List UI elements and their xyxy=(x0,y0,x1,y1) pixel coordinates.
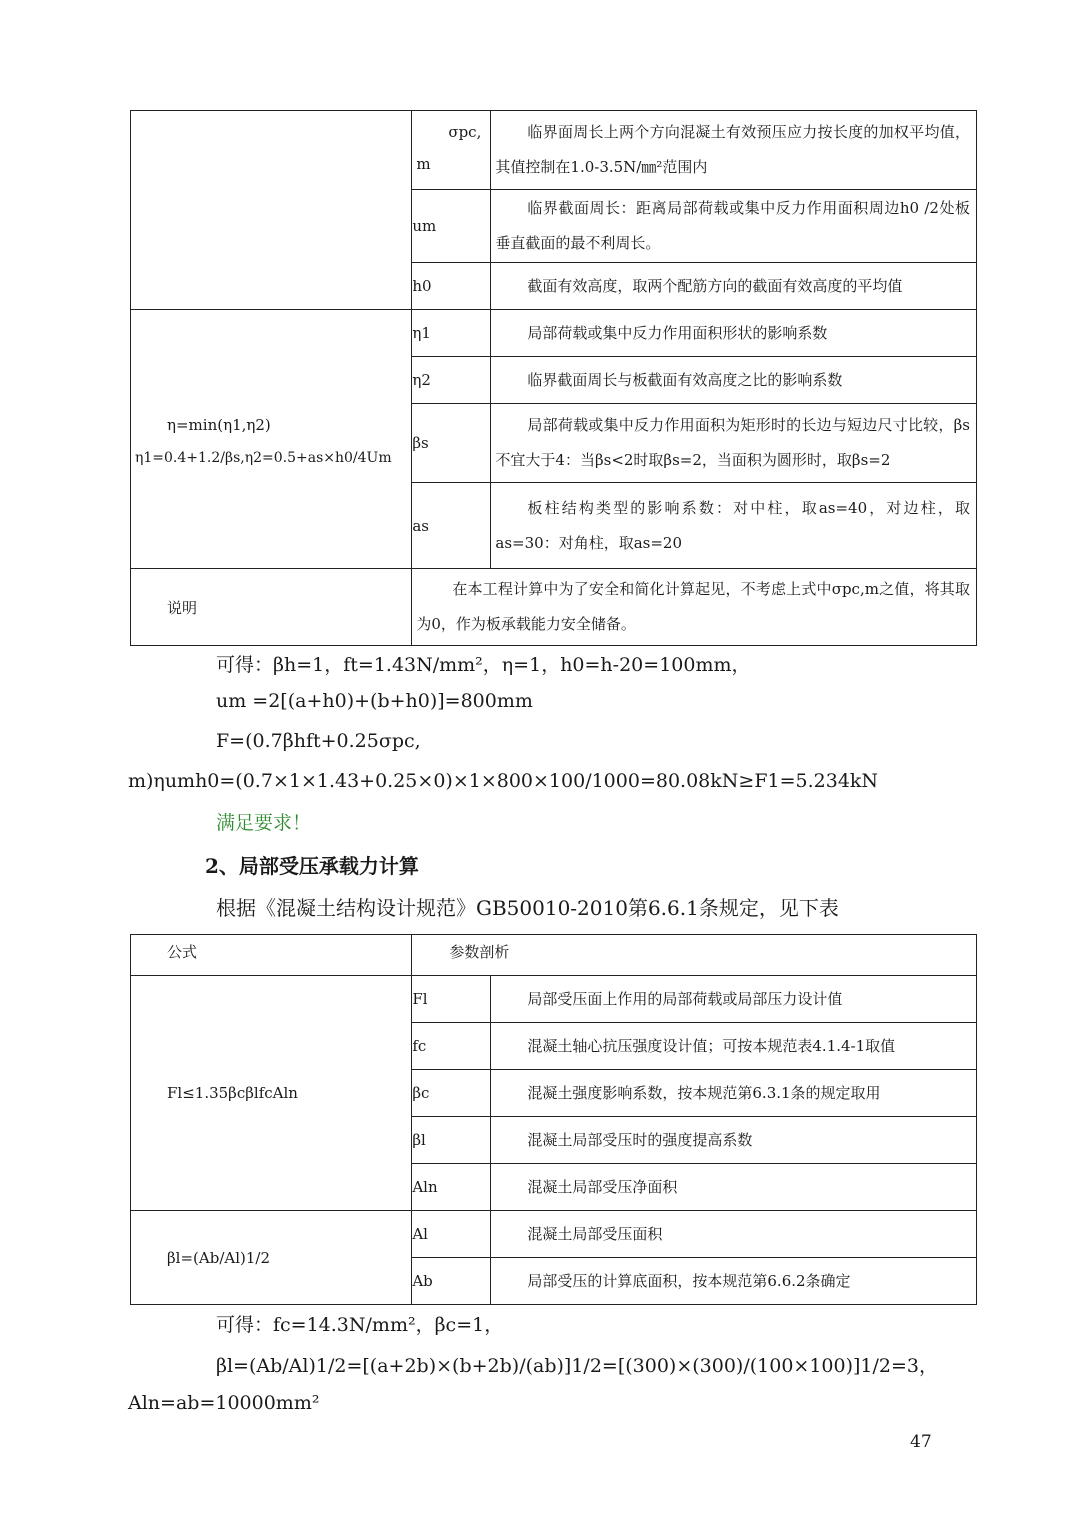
header-params: 参数剖析 xyxy=(412,935,977,976)
formula-fl-cell xyxy=(131,976,412,1211)
note-label: 说明 xyxy=(131,569,412,646)
symbol-sigma-pc-main: σpc, xyxy=(448,123,482,141)
table1-formula-cell-empty xyxy=(131,111,412,310)
section-intro: 根据《混凝土结构设计规范》GB50010-2010第6.6.1条规定，见下表 xyxy=(216,896,839,920)
desc-eta1: 局部荷载或集中反力作用面积形状的影响系数 xyxy=(491,310,977,357)
symbol-beta-s: βs xyxy=(412,404,491,483)
desc-beta-c: 混凝土强度影响系数，按本规范第6.3.1条的规定取用 xyxy=(491,1070,977,1117)
calc1-line-2: um =2[(a+h0)+(b+h0)]=800mm xyxy=(216,690,533,712)
desc-h0: 截面有效高度，取两个配筋方向的截面有效高度的平均值 xyxy=(491,263,977,310)
symbol-sigma-pc xyxy=(412,111,491,190)
symbol-beta-c: βc xyxy=(412,1070,491,1117)
calc2-line-3: Aln=ab=10000mm² xyxy=(128,1392,320,1414)
symbol-um: um xyxy=(412,190,491,263)
desc-aln: 混凝土局部受压净面积 xyxy=(491,1164,977,1211)
symbol-as: as xyxy=(412,483,491,569)
symbol-al: Al xyxy=(412,1211,491,1258)
symbol-ab: Ab xyxy=(412,1258,491,1305)
requirement-ok-text: 满足要求！ xyxy=(216,812,312,834)
symbol-eta2: η2 xyxy=(412,357,491,404)
calc2-line-1: 可得：fc=14.3N/mm²，βc=1， xyxy=(216,1314,504,1336)
desc-fc: 混凝土轴心抗压强度设计值；可按本规范表4.1.4-1取值 xyxy=(491,1023,977,1070)
desc-as: 板柱结构类型的影响系数：对中柱，取as=40，对边柱，取as=30：对角柱，取as=20 xyxy=(491,483,977,569)
calc1-line-4: m)ηumh0=(0.7×1×1.43+0.25×0)×1×800×100/1000=80.08kN≥F1=5.234kN xyxy=(128,770,879,792)
desc-fl: 局部受压面上作用的局部荷载或局部压力设计值 xyxy=(491,976,977,1023)
formula-fl: Fl≤1.35βcβlfcAln xyxy=(167,1084,298,1102)
calc1-line-3: F=(0.7βhft+0.25σpc, xyxy=(216,730,421,752)
symbol-sigma-pc-m: m xyxy=(416,155,431,173)
symbol-beta-l: βl xyxy=(412,1117,491,1164)
symbol-fl: Fl xyxy=(412,976,491,1023)
formula-beta-l-cell xyxy=(131,1211,412,1305)
eta-formula-line-2: η1=0.4+1.2/βs,η2=0.5+as×h0/4Um xyxy=(135,450,392,466)
parameter-table-1 xyxy=(130,110,977,646)
header-formula: 公式 xyxy=(131,935,412,976)
eta-formula-line-1: η=min(η1,η2) xyxy=(167,416,271,434)
note-text: 在本工程计算中为了安全和简化计算起见，不考虑上式中σpc,m之值，将其取为0，作为板承载能力安全储备。 xyxy=(412,569,977,646)
desc-beta-l: 混凝土局部受压时的强度提高系数 xyxy=(491,1117,977,1164)
symbol-eta1: η1 xyxy=(412,310,491,357)
desc-sigma-pc: 临界面周长上两个方向混凝土有效预压应力按长度的加权平均值，其值控制在1.0-3.5N/㎜²范围内 xyxy=(491,111,977,190)
desc-eta2: 临界截面周长与板截面有效高度之比的影响系数 xyxy=(491,357,977,404)
eta-formula-cell xyxy=(131,310,412,569)
desc-um: 临界截面周长：距离局部荷载或集中反力作用面积周边h0 /2处板垂直截面的最不利周长。 xyxy=(491,190,977,263)
page-number: 47 xyxy=(910,1432,932,1452)
symbol-aln: Aln xyxy=(412,1164,491,1211)
desc-beta-s: 局部荷载或集中反力作用面积为矩形时的长边与短边尺寸比较，βs不宜大于4：当βs<2时取βs=2，当面积为圆形时，取βs=2 xyxy=(491,404,977,483)
section-heading: 2、局部受压承载力计算 xyxy=(205,854,419,878)
desc-ab: 局部受压的计算底面积，按本规范第6.6.2条确定 xyxy=(491,1258,977,1305)
symbol-h0: h0 xyxy=(412,263,491,310)
desc-al: 混凝土局部受压面积 xyxy=(491,1211,977,1258)
symbol-fc: fc xyxy=(412,1023,491,1070)
formula-beta-l: βl=(Ab/Al)1/2 xyxy=(167,1248,271,1267)
calc2-line-2: βl=(Ab/Al)1/2=[(a+2b)×(b+2b)/(ab)]1/2=[(300)×(300)/(100×100)]1/2=3， xyxy=(216,1355,939,1377)
calc1-line-1: 可得：βh=1，ft=1.43N/mm²，η=1，h0=h-20=100mm， xyxy=(216,654,751,676)
parameter-table-2 xyxy=(130,934,977,1305)
